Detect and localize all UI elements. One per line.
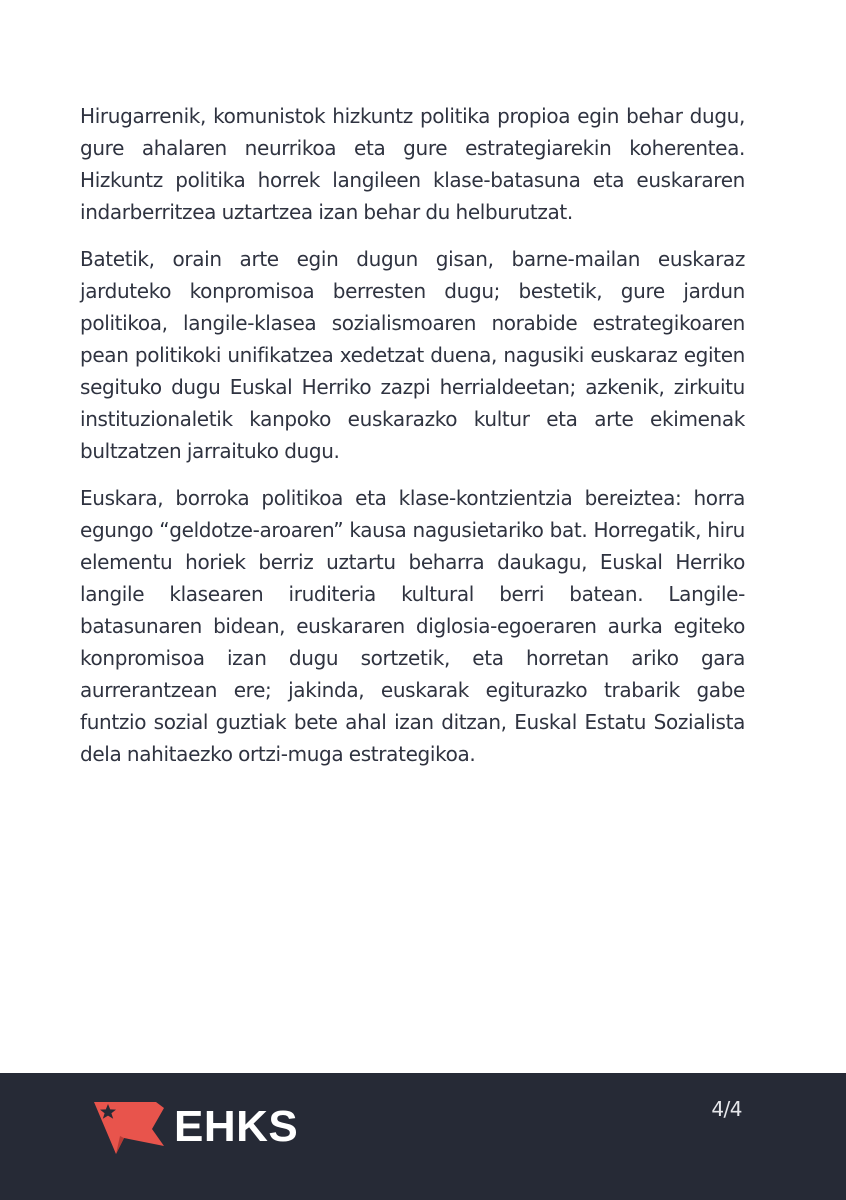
document-body: [80, 100, 745, 785]
flag-star-icon: [94, 1096, 166, 1158]
page-number: 4/4: [711, 1097, 742, 1121]
paragraph-1: Hirugarrenik, komunistok hizkuntz politika propioa egin behar dugu, gure ahalaren neurrikoa eta gure estrategiarekin koherentea. Hizkuntz politika horrek langileen klase-batasuna eta euskararen indarberritzea uztartzea izan behar du helburutzat.: [80, 104, 745, 224]
paragraph-2: Batetik, orain arte egin dugun gisan, barne-mailan euskaraz jarduteko konpromisoa berresten dugu; bestetik, gure jardun politikoa, langile-klasea sozialismoaren norabide estrategikoaren pean politikoki unifikatzea xedetzat duena, nagusiki euskaraz egiten segituko dugu Euskal Herriko zazpi herrialdeetan; azkenik, zirkuitu instituzionaletik kanpoko euskarazko kultur eta arte ekimenak bultzatzen jarraituko dugu.: [80, 247, 745, 463]
logo-wordmark: EHKS: [174, 1102, 299, 1151]
ehks-logo: [94, 1096, 324, 1158]
paragraph-3: Euskara, borroka politikoa eta klase-kontzientzia bereiztea: horra egungo “geldotze-aroaren” kausa nagusietariko bat. Horregatik, hiru elementu horiek berriz uztartu beharra daukagu, Euskal Herriko langile klasearen iruditeria kultural berri batean. Langile-batasunaren bidean, euskararen diglosia-egoeraren aurka egiteko konpromisoa izan dugu sortzetik, eta horretan ariko gara aurrerantzean ere; jakinda, euskarak egiturazko trabarik gabe funtzio sozial guztiak bete ahal izan ditzan, Euskal Estatu Sozialista dela nahitaezko ortzi-muga estrategikoa.: [80, 486, 745, 766]
